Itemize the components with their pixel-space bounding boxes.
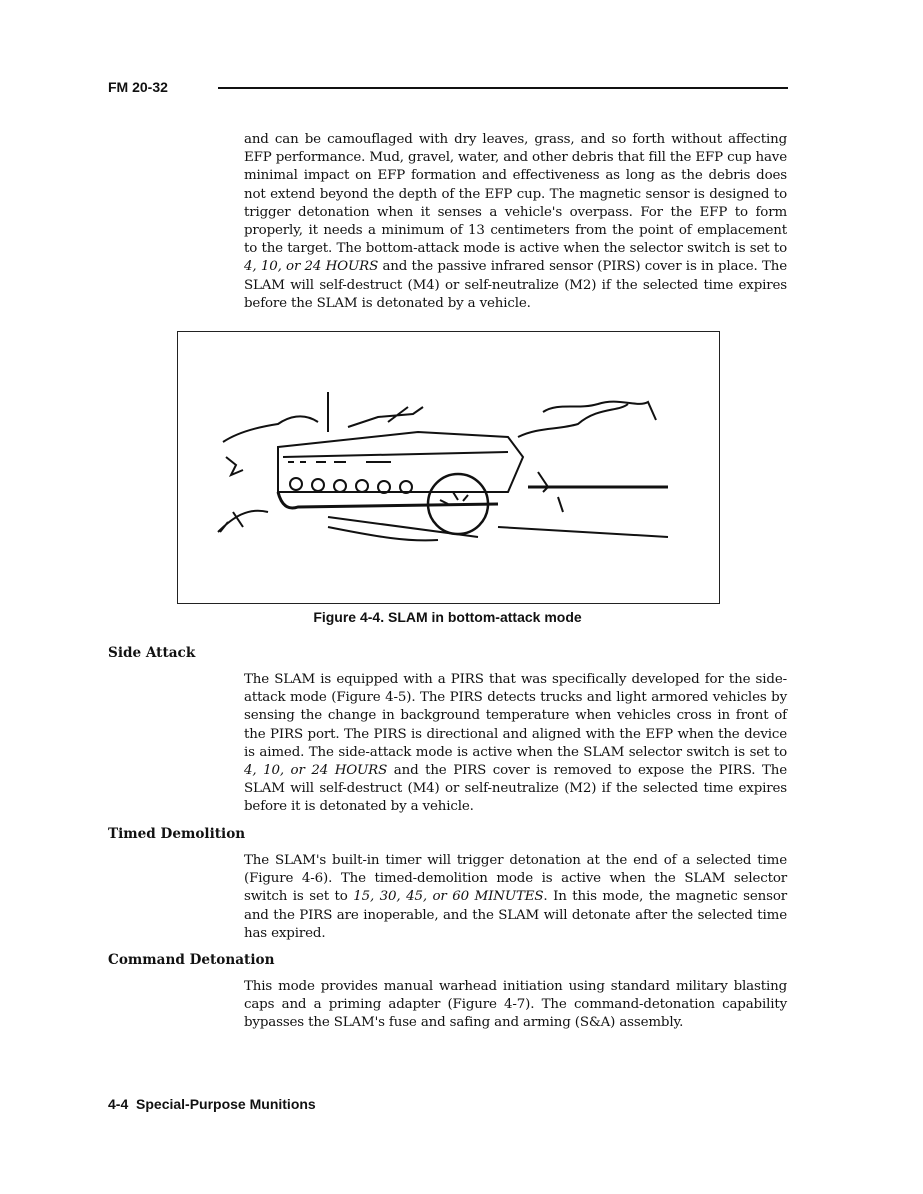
document-id: FM 20-32 xyxy=(108,79,168,95)
side-attack-paragraph: The SLAM is equipped with a PIRS that was specifically developed for the side-attack mode (Figure 4-5). The PIRS detects trucks and light armored vehicles by sensing the change in background temperature when vehicles cross in front of the PIRS port. The PIRS is directional and aligned with the EFP when the device is aimed. The side-attack mode is active when the SLAM selector switch is set to 4, 10, or 24 HOURS and the PIRS cover is removed to expose the PIRS. The SLAM will self-destruct (M4) or self-neutralize (M2) if the selected time expires before it is detonated by a vehicle. xyxy=(244,672,787,815)
command-detonation-paragraph: This mode provides manual warhead initiation using standard military blasting caps and a priming adapter (Figure 4-7). The command-detonation capability bypasses the SLAM's fuse and safing and arming (S&A) assembly. xyxy=(244,979,787,1031)
timed-demolition-paragraph: The SLAM's built-in timer will trigger detonation at the end of a selected time (Figure 4-6). The timed-demolition mode is active when the SLAM selector switch is set to 15, 30, 45, or 60 MINUTES. In this mode, the magnetic sensor and the PIRS are inoperable, and the SLAM will detonate after the selected time has expired. xyxy=(244,853,787,941)
section-heading-command-detonation: Command Detonation xyxy=(108,952,275,968)
figure-caption: Figure 4-4. SLAM in bottom-attack mode xyxy=(313,609,582,625)
tank-illustration xyxy=(178,332,719,603)
section-heading-side-attack: Side Attack xyxy=(108,645,196,661)
header-rule xyxy=(218,87,788,89)
page-footer: 4-4 Special-Purpose Munitions xyxy=(108,1096,316,1112)
intro-paragraph: and can be camouflaged with dry leaves, grass, and so forth without affecting EFP performance. Mud, gravel, water, and other debris that fill the EFP cup have minimal impact on EFP formation and effectiveness as long as the debris does not extend beyond the depth of the EFP cup. The magnetic sensor is designed to trigger detonation when it senses a vehicle's overpass. For the EFP to form properly, it needs a minimum of 13 centimeters from the point of emplacement to the target. The bottom-attack mode is active when the selector switch is set to 4, 10, or 24 HOURS and the passive infrared sensor (PIRS) cover is in place. The SLAM will self-destruct (M4) or self-neutralize (M2) if the selected time expires before the SLAM is detonated by a vehicle. xyxy=(244,132,787,311)
section-heading-timed-demolition: Timed Demolition xyxy=(108,826,246,842)
figure-slam-bottom-attack xyxy=(177,331,720,604)
